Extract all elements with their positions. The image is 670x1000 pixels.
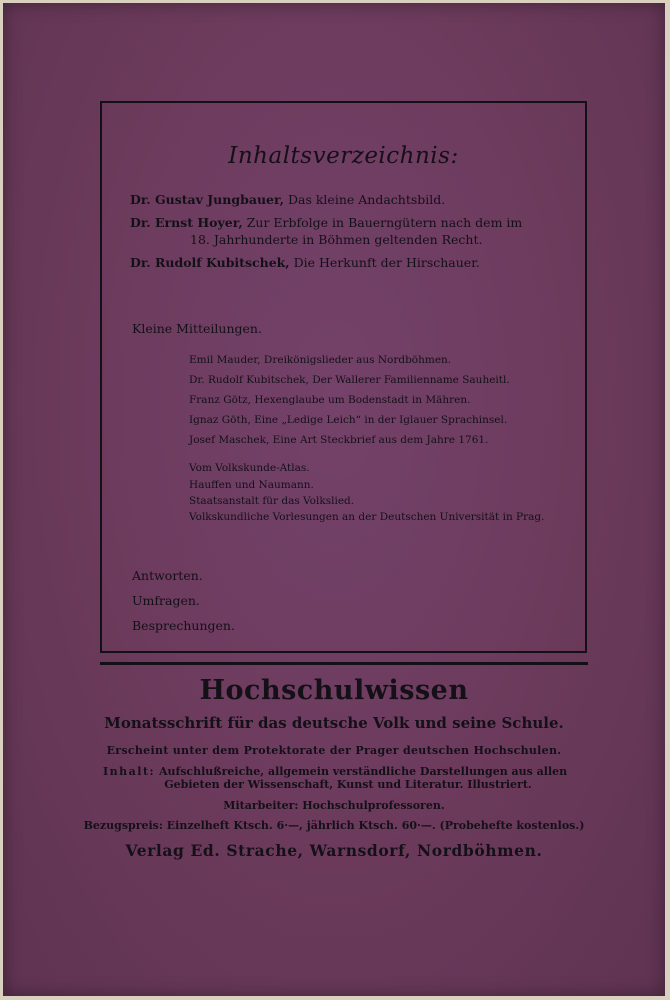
ad-verlag: Verlag Ed. Strache, Warnsdorf, Nordböhmen. — [125, 841, 543, 860]
ad-subtitle: Monatsschrift für das deutsche Volk und seine Schule. — [104, 714, 564, 732]
entry-title: Das kleine Andachtsbild. — [288, 192, 446, 207]
ad-condition: Erscheint unter dem Protektorate der Prager deutschen Hochschulen. — [106, 744, 562, 757]
section-antworten: Antworten. — [132, 568, 203, 583]
table-of-contents-box — [100, 101, 587, 653]
toc-entry — [130, 191, 565, 208]
mitteilung-item: Franz Götz, Hexenglaube um Bodenstadt in Mähren. — [189, 394, 471, 406]
mitteilung-item: Staatsanstalt für das Volkslied. — [189, 495, 355, 507]
mitteilung-item: Josef Maschek, Eine Art Steckbrief aus dem Jahre 1761. — [189, 434, 489, 446]
mitteilung-item: Volkskundliche Vorlesungen an der Deutschen Universität in Prag. — [189, 511, 545, 523]
toc-entry — [130, 254, 565, 271]
entry-author: Dr. Gustav Jungbauer, — [130, 192, 285, 207]
section-besprechungen: Besprechungen. — [132, 618, 235, 633]
ad-mitarbeiter: Mitarbeiter: Hochschulprofessoren. — [223, 799, 445, 812]
toc-entry — [130, 214, 565, 248]
entry-author: Dr. Rudolf Kubitschek, — [130, 255, 290, 270]
toc-title: Inhaltsverzeichnis: — [228, 143, 459, 169]
entry-title: Zur Erbfolge in Bauerngütern nach dem im — [246, 215, 523, 230]
entry-title-continued: 18. Jahrhunderte in Böhmen geltenden Recht. — [190, 232, 483, 247]
mitteilung-item: Emil Mauder, Dreikönigslieder aus Nordböhmen. — [189, 354, 452, 366]
entry-author: Dr. Ernst Hoyer, — [130, 215, 243, 230]
ad-inhalt — [103, 765, 593, 791]
ad-bezugspreis: Bezugspreis: Einzelheft Ktsch. 6·—, jährlich Ktsch. 60·—. (Probehefte kostenlos.) — [83, 819, 585, 832]
kleine-mitteilungen-heading: Kleine Mitteilungen. — [132, 321, 262, 336]
mitteilung-item: Dr. Rudolf Kubitschek, Der Wallerer Familienname Sauheitl. — [189, 374, 510, 386]
section-umfragen: Umfragen. — [132, 593, 200, 608]
mitteilung-item: Ignaz Göth, Eine „Ledige Leich“ in der Iglauer Sprachinsel. — [189, 414, 508, 426]
ad-inhalt-label: Inhalt: — [103, 765, 156, 778]
divider-rule — [100, 662, 588, 665]
ad-inhalt-text: Aufschlußreiche, allgemein verständliche Darstellungen aus allen — [158, 765, 568, 778]
ad-inhalt-continued: Gebieten der Wissenschaft, Kunst und Literatur. Illustriert. — [164, 778, 532, 791]
back-cover — [3, 3, 665, 996]
entry-title: Die Herkunft der Hirschauer. — [293, 255, 480, 270]
mitteilung-item: Hauffen und Naumann. — [189, 479, 314, 491]
mitteilung-item: Vom Volkskunde-Atlas. — [189, 462, 310, 474]
ad-title: Hochschulwissen — [199, 675, 469, 706]
